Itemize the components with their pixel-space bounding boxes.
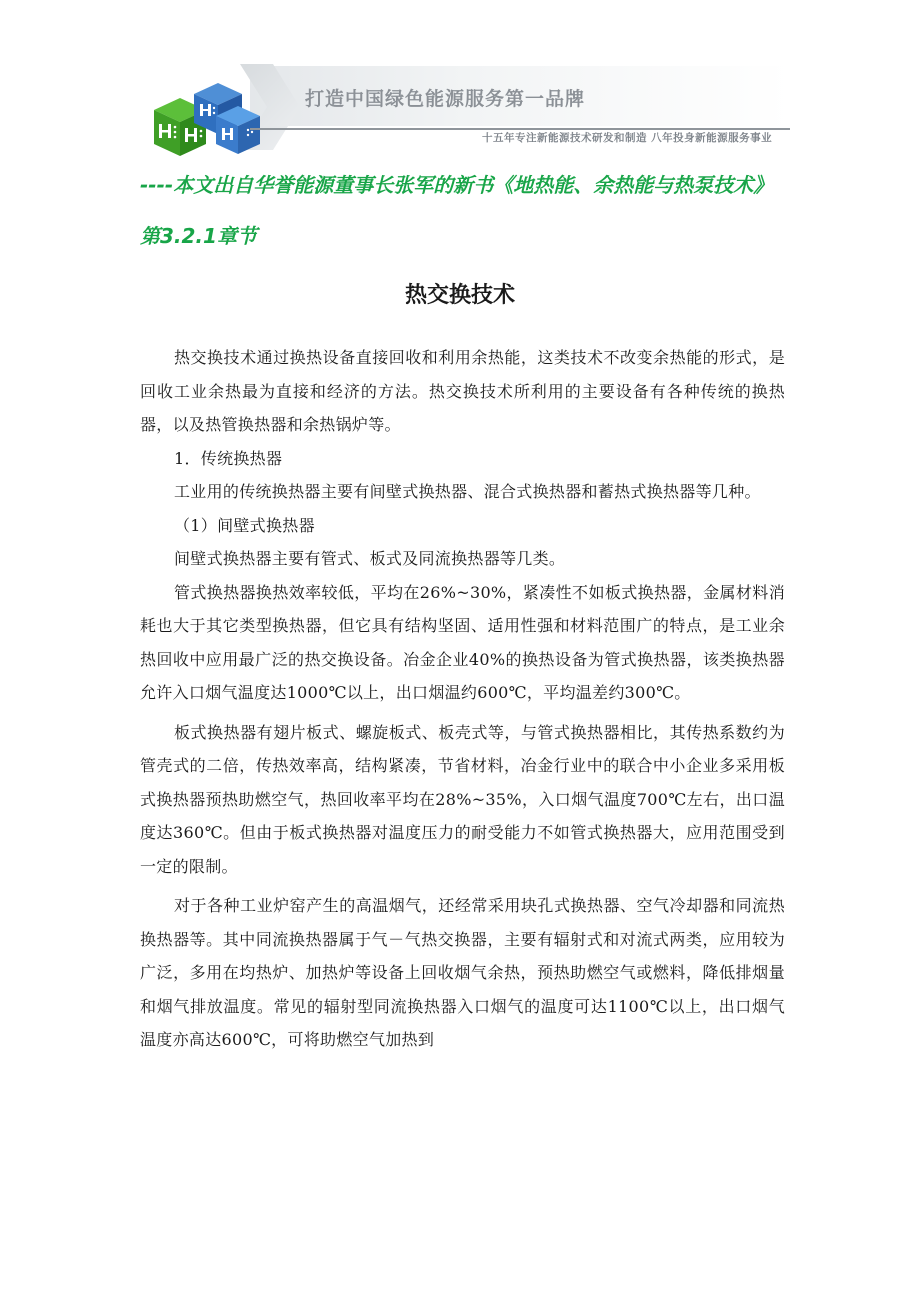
header-slogan: 打造中国绿色能源服务第一品牌 — [305, 88, 586, 110]
paragraph: 板式换热器有翅片板式、螺旋板式、板壳式等，与管式换热器相比，其传热系数约为管壳式的二倍，传热效率高，结构紧凑，节省材料，冶金行业中的联合中小企业多采用板式换热器预热助燃空气，热回收率平均在28%~35%，入口烟气温度700℃左右，出口温度达360℃。但由于板式换热器对温度压力的耐受能力不如管式换热器大，应用范围受到一定的限制。 — [140, 722, 785, 876]
paragraph: 热交换技术通过换热设备直接回收和利用余热能，这类技术不改变余热能的形式，是回收工业余热最为直接和经济的方法。热交换技术所利用的主要设备有各种传统的换热器，以及热管换热器和余热锅炉等。 — [140, 348, 785, 434]
section-heading: 1．传统换热器 — [174, 448, 283, 468]
source-note: ----本文出自华誉能源董事长张军的新书《地热能、余热能与热泵技术》第3.2.1章节 — [140, 173, 774, 248]
page-header — [140, 58, 790, 158]
subsection-heading: （1）间壁式换热器 — [174, 515, 315, 535]
header-subslogan: 十五年专注新能源技术研发和制造 八年投身新能源服务事业 — [482, 132, 773, 144]
paragraph: 管式换热器换热效率较低，平均在26%~30%，紧凑性不如板式换热器，金属材料消耗也大于其它类型换热器，但它具有结构坚固、适用性强和材料范围广的特点，是工业余热回收中应用最广泛的热交换设备。冶金企业40%的换热设备为管式换热器，该类换热器允许入口烟气温度达1000℃以上，出口烟温约600℃，平均温差约300℃。 — [140, 582, 785, 702]
page-title: 热交换技术 — [404, 282, 515, 308]
article-body — [140, 341, 785, 1057]
company-logo-icon — [146, 72, 266, 162]
paragraph: 间壁式换热器主要有管式、板式及同流换热器等几类。 — [174, 549, 566, 568]
paragraph: 工业用的传统换热器主要有间壁式换热器、混合式换热器和蓄热式换热器等几种。 — [174, 482, 761, 501]
paragraph: 对于各种工业炉窑产生的高温烟气，还经常采用块孔式换热器、空气冷却器和同流热换热器等。其中同流换热器属于气－气热交换器，主要有辐射式和对流式两类，应用较为广泛，多用在均热炉、加热炉等设备上回收烟气余热，预热助燃空气或燃料，降低排烟量和烟气排放温度。常见的辐射型同流换热器入口烟气的温度可达1100℃以上，出口烟气温度亦高达600℃，可将助燃空气加热到 — [140, 896, 785, 1049]
